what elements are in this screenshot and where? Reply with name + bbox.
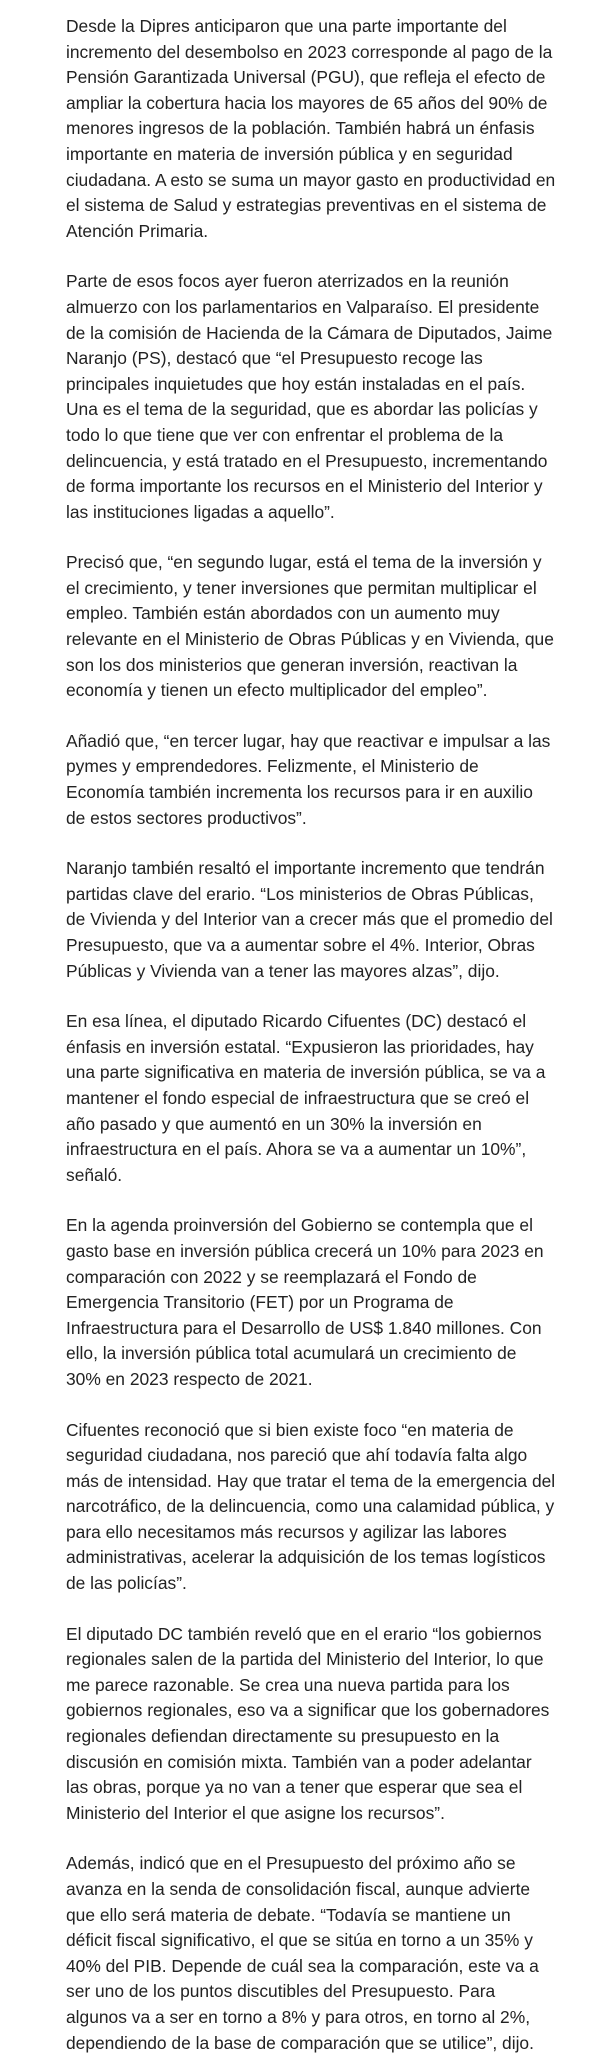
article-paragraph: En la agenda proinversión del Gobierno se contempla que el gasto base en inversión pública crecerá un 10% para 2023 en comparación con 2022 y se reemplazará el Fondo de Emergencia Transitorio (FET) por un Programa de Infraestructura para el Desarrollo de US$ 1.840 millones. Con ello, la inversión pública total acumulará un crecimiento de 30% en 2023 respecto de 2021. [66, 1215, 544, 1389]
article-paragraph: Naranjo también resaltó el importante incremento que tendrán partidas clave del erario. “Los ministerios de Obras Públicas, de Vivienda y del Interior van a crecer más que el promedio del Presupuesto, que va a aumentar sobre el 4%. Interior, Obras Públicas y Vivienda van a tener las mayores alzas”, dijo. [66, 858, 553, 981]
article-paragraph: Parte de esos focos ayer fueron aterrizados en la reunión almuerzo con los parlamentarios en Valparaíso. El presidente de la comisión de Hacienda de la Cámara de Diputados, Jaime Naranjo (PS), destacó que “el Presupuesto recoge las principales inquietudes que hoy están instaladas en el país. Una es el tema de la seguridad, que es abordar las policías y todo lo que tiene que ver con enfrentar el problema de la delincuencia, y está tratado en el Presupuesto, incrementando de forma importante los recursos en el Ministerio del Interior y las instituciones ligadas a aquello”. [66, 271, 553, 522]
article-paragraph: Cifuentes reconoció que si bien existe foco “en materia de seguridad ciudadana, nos pareció que ahí todavía falta algo más de intensidad. Hay que tratar el tema de la emergencia del narcotráfico, de la delincuencia, como una calamidad pública, y para ello necesitamos más recursos y agilizar las labores administrativas, acelerar la adquisición de los temas logísticos de las policías”. [66, 1419, 556, 1594]
article-paragraph: El diputado DC también reveló que en el erario “los gobiernos regionales salen de la partida del Ministerio del Interior, lo que me parece razonable. Se crea una nueva partida para los gobiernos regionales, eso va a significar que los gobernadores regionales defiendan directamente su presupuesto en la discusión en comisión mixta. También van a poder adelantar las obras, porque ya no van a tener que esperar que sea el Ministerio del Interior el que asigne los recursos”. [66, 1623, 550, 1823]
article-paragraph: Precisó que, “en segundo lugar, está el tema de la inversión y el crecimiento, y tener inversiones que permitan multiplicar el empleo. También están abordados con un aumento muy relevante en el Ministerio de Obras Públicas y en Vivienda, que son los dos ministerios que generan inversión, reactivan la economía y tienen un efecto multiplicador del empleo”. [66, 552, 554, 701]
article-paragraph: Además, indicó que en el Presupuesto del próximo año se avanza en la senda de consolidación fiscal, aunque advierte que ello será materia de debate. “Todavía se mantiene un déficit fiscal significativo, el que se sitúa en torno a un 35% y 40% del PIB. Depende de cuál sea la comparación, este va a ser uno de los puntos discutibles del Presupuesto. Para algunos va a ser en torno a 8% y para otros, en torno al 2%, dependiendo de la base de comparación que se utilice”, dijo. [66, 1853, 539, 2053]
article-paragraph: Desde la Dipres anticiparon que una parte importante del incremento del desembolso en 2023 corresponde al pago de la Pensión Garantizada Universal (PGU), que refleja el efecto de ampliar la cobertura hacia los mayores de 65 años del 90% de menores ingresos de la población. También habrá un énfasis importante en materia de inversión pública y en seguridad ciudadana. A esto se suma un mayor gasto en productividad en el sistema de Salud y estrategias preventivas en el sistema de Atención Primaria. [66, 16, 556, 241]
article-paragraph: Añadió que, “en tercer lugar, hay que reactivar e impulsar a las pymes y emprendedores. Felizmente, el Ministerio de Economía también incrementa los recursos para ir en auxilio de estos sectores productivos”. [66, 730, 551, 828]
article-paragraph: En esa línea, el diputado Ricardo Cifuentes (DC) destacó el énfasis en inversión estatal. “Expusieron las prioridades, hay una parte significativa en materia de inversión pública, se va a mantener el fondo especial de infraestructura que se creó el año pasado y que aumentó en un 30% la inversión en infraestructura en el país. Ahora se va a aumentar un 10%”, señaló. [66, 1011, 546, 1185]
